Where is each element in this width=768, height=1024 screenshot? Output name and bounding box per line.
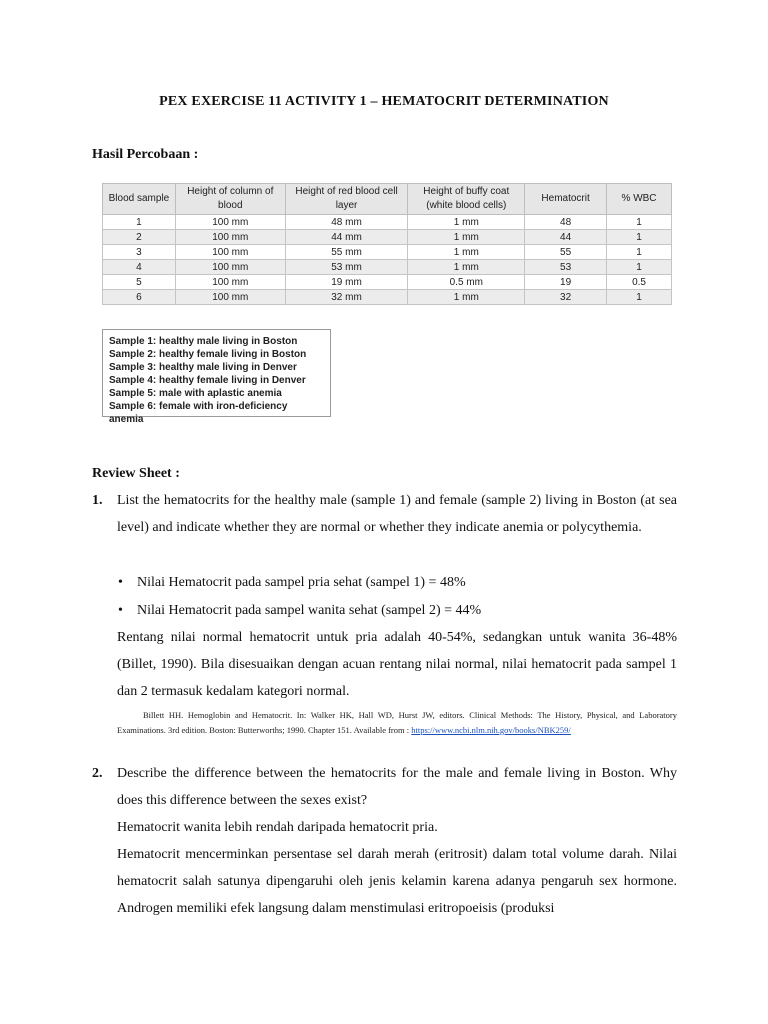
table-row bbox=[103, 275, 672, 290]
table-row bbox=[103, 260, 672, 275]
page-title: PEX EXERCISE 11 ACTIVITY 1 – HEMATOCRIT DETERMINATION bbox=[159, 94, 609, 109]
table-cell: 3 bbox=[103, 245, 176, 260]
table-cell: 19 mm bbox=[285, 275, 408, 290]
table-cell: 1 bbox=[607, 230, 672, 245]
answer-1-bullet-1: Nilai Hematocrit pada sampel pria sehat (sampel 1) = 48% bbox=[137, 575, 466, 590]
table-cell: 55 mm bbox=[285, 245, 408, 260]
table-cell: 44 mm bbox=[285, 230, 408, 245]
table-cell: 1 bbox=[607, 260, 672, 275]
table-cell: 1 mm bbox=[408, 215, 525, 230]
table-cell: 48 bbox=[525, 215, 607, 230]
table-cell: 53 mm bbox=[285, 260, 408, 275]
col-header-rbc-height: Height of red blood cell layer bbox=[285, 184, 408, 215]
table-cell: 32 bbox=[525, 290, 607, 305]
legend-item: Sample 4: healthy female living in Denver bbox=[109, 375, 306, 386]
table-cell: 44 bbox=[525, 230, 607, 245]
question-1-number: 1. bbox=[92, 493, 103, 508]
reference-text: Billett HH. Hemoglobin and Hematocrit. In: Walker HK, Hall WD, Hurst JW, editors. Clinical Methods: The History, Physical, and Laboratory Examinations. 3rd edition. Boston: Butterworths; 1990. Chapter 151. Available from : bbox=[117, 710, 677, 735]
table-cell: 100 mm bbox=[175, 275, 285, 290]
table-header-row bbox=[103, 184, 672, 215]
results-heading: Hasil Percobaan : bbox=[92, 147, 199, 162]
table-cell: 2 bbox=[103, 230, 176, 245]
table-cell: 1 mm bbox=[408, 230, 525, 245]
table-cell: 100 mm bbox=[175, 290, 285, 305]
table-cell: 100 mm bbox=[175, 215, 285, 230]
col-header-buffy-coat: Height of buffy coat (white blood cells) bbox=[408, 184, 525, 215]
results-table bbox=[102, 183, 672, 305]
table-cell: 1 bbox=[103, 215, 176, 230]
table-row bbox=[103, 245, 672, 260]
sample-legend bbox=[102, 329, 331, 425]
bullet-icon: • bbox=[118, 575, 123, 590]
table-row bbox=[103, 290, 672, 305]
question-2-number: 2. bbox=[92, 766, 103, 781]
table-cell: 1 bbox=[607, 245, 672, 260]
table-cell: 0.5 mm bbox=[408, 275, 525, 290]
col-header-wbc: % WBC bbox=[607, 184, 672, 215]
table-cell: 0.5 bbox=[607, 275, 672, 290]
legend-item: Sample 5: male with aplastic anemia bbox=[109, 388, 282, 399]
table-cell: 19 bbox=[525, 275, 607, 290]
col-header-hematocrit: Hematocrit bbox=[525, 184, 607, 215]
table-cell: 1 bbox=[607, 290, 672, 305]
legend-item: Sample 3: healthy male living in Denver bbox=[109, 362, 297, 373]
table-cell: 32 mm bbox=[285, 290, 408, 305]
table-cell: 1 mm bbox=[408, 245, 525, 260]
reference-citation bbox=[117, 708, 677, 738]
table-cell: 100 mm bbox=[175, 230, 285, 245]
question-2-text: Describe the difference between the hematocrits for the male and female living in Boston. Why does this difference between the sexes exist? bbox=[117, 766, 677, 808]
answer-1-bullet-2: Nilai Hematocrit pada sampel wanita sehat (sampel 2) = 44% bbox=[137, 603, 482, 618]
legend-item: Sample 1: healthy male living in Boston bbox=[109, 336, 298, 347]
table-cell: 100 mm bbox=[175, 245, 285, 260]
reference-link[interactable]: https://www.ncbi.nlm.nih.gov/books/NBK259/ bbox=[411, 725, 571, 735]
answer-2-text: Hematocrit mencerminkan persentase sel darah merah (eritrosit) dalam total volume darah. Nilai hematocrit salah satunya dipengaruhi oleh jenis kelamin karena adanya pengaruh sex hormone. Androgen memiliki efek langsung dalam menstimulasi eritropoeisis (produksi bbox=[117, 847, 677, 916]
question-1-text: List the hematocrits for the healthy male (sample 1) and female (sample 2) living in Boston (at sea level) and indicate whether they are normal or whether they indicate anemia or polycythemia. bbox=[117, 493, 677, 535]
table-cell: 1 mm bbox=[408, 260, 525, 275]
review-heading: Review Sheet : bbox=[92, 466, 180, 481]
bullet-icon: • bbox=[118, 603, 123, 618]
legend-item: Sample 6: female with iron-deficiency anemia bbox=[109, 401, 288, 425]
table-cell: 100 mm bbox=[175, 260, 285, 275]
table-row bbox=[103, 215, 672, 230]
table-cell: 4 bbox=[103, 260, 176, 275]
table-cell: 48 mm bbox=[285, 215, 408, 230]
table-row bbox=[103, 230, 672, 245]
col-header-blood-sample: Blood sample bbox=[103, 184, 176, 215]
table-cell: 5 bbox=[103, 275, 176, 290]
results-table-wrapper bbox=[102, 183, 672, 305]
answer-2-line-1: Hematocrit wanita lebih rendah daripada hematocrit pria. bbox=[117, 820, 438, 835]
legend-item: Sample 2: healthy female living in Boston bbox=[109, 349, 307, 360]
answer-1-text: Rentang nilai normal hematocrit untuk pria adalah 40-54%, sedangkan untuk wanita 36-48% (Billet, 1990). Bila disesuaikan dengan acuan rentang nilai normal, nilai hematocrit pada sampel 1 dan 2 termasuk kedalam kategori normal. bbox=[117, 630, 677, 699]
table-cell: 1 mm bbox=[408, 290, 525, 305]
table-cell: 1 bbox=[607, 215, 672, 230]
col-header-column-height: Height of column of blood bbox=[175, 184, 285, 215]
table-cell: 53 bbox=[525, 260, 607, 275]
table-cell: 55 bbox=[525, 245, 607, 260]
table-cell: 6 bbox=[103, 290, 176, 305]
